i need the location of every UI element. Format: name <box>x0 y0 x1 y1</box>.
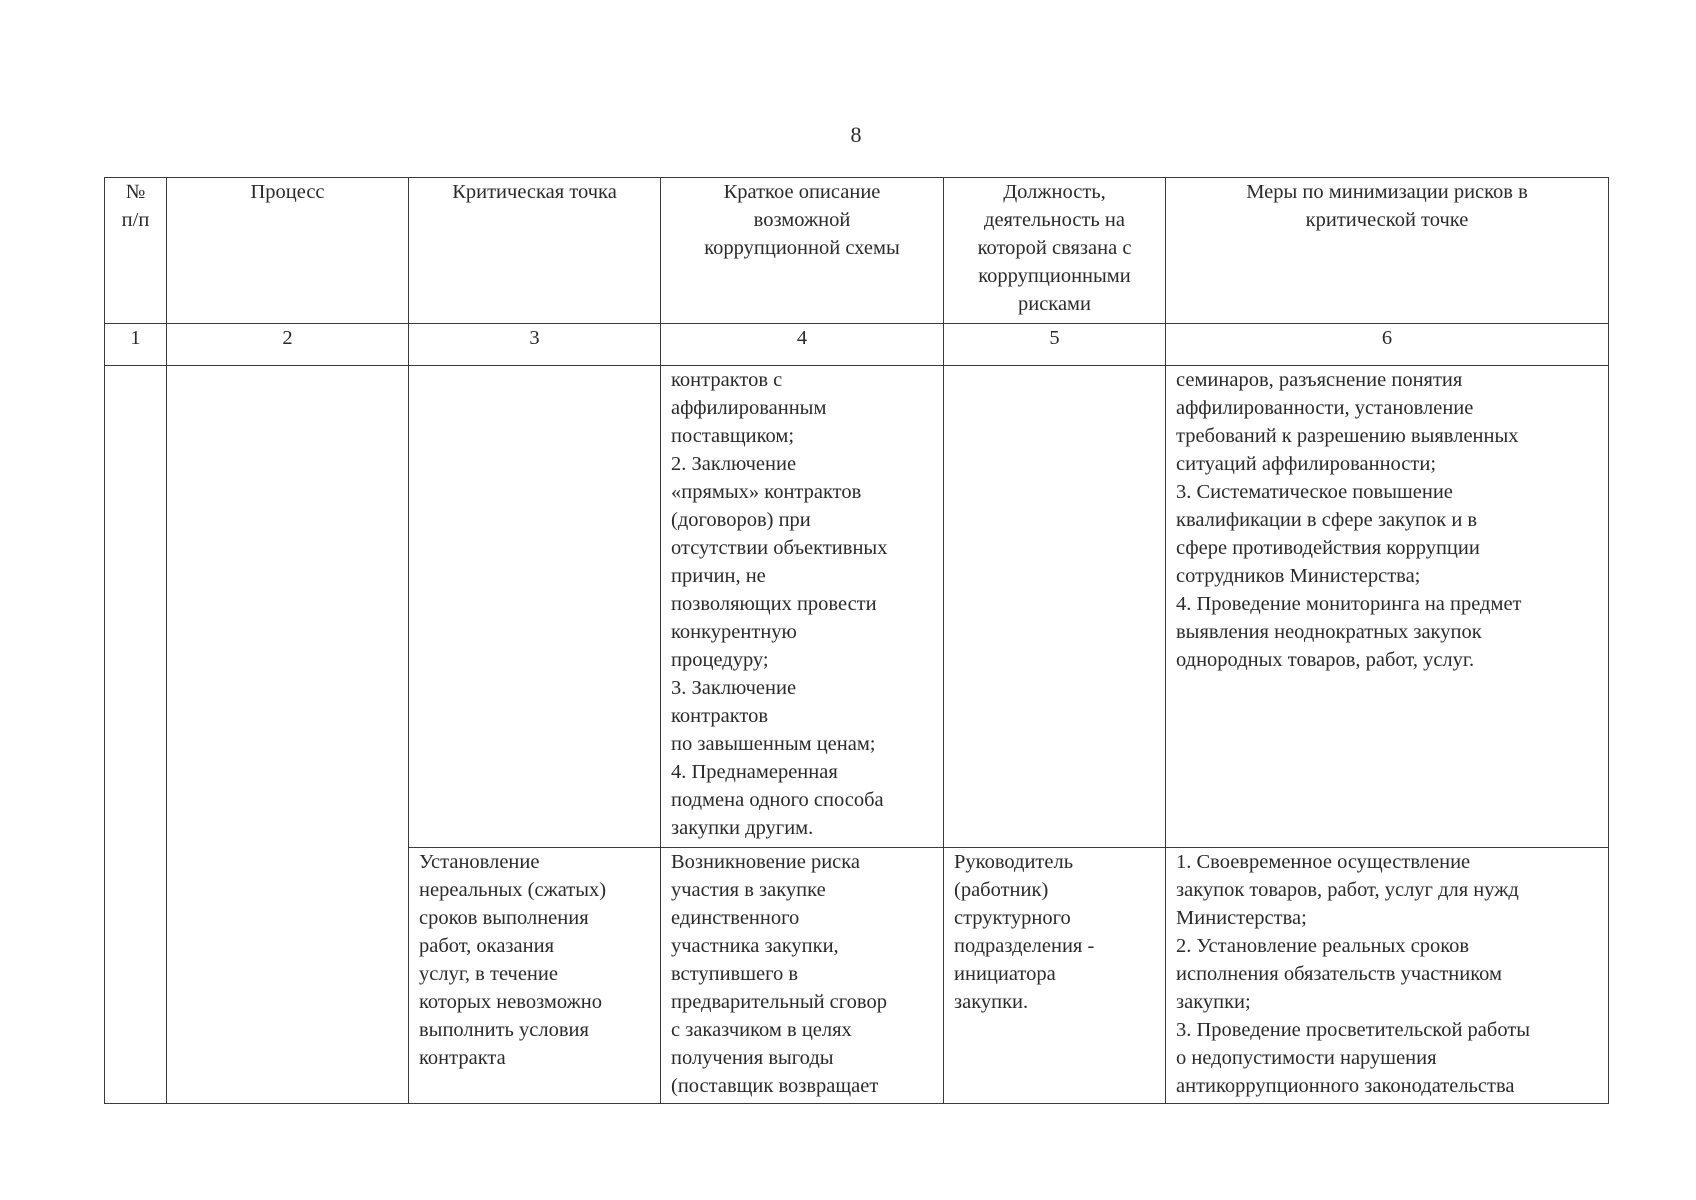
header-row <box>105 178 1609 324</box>
column-number: 1 <box>105 324 167 366</box>
column-number: 2 <box>167 324 409 366</box>
row-number-cell <box>105 366 167 1104</box>
process-cell <box>167 366 409 1104</box>
header-scheme: Краткое описание возможной коррупционной схемы <box>661 178 944 324</box>
column-number: 5 <box>944 324 1166 366</box>
header-number: № п/п <box>105 178 167 324</box>
scheme-cell: Возникновение риска участия в закупке единственного участника закупки, вступившего в предварительный сговор с заказчиком в целях получения выгоды (поставщик возвращает <box>661 848 944 1104</box>
corruption-risk-table <box>104 177 1609 1104</box>
header-position: Должность, деятельность на которой связана с коррупционными рисками <box>944 178 1166 324</box>
column-number: 4 <box>661 324 944 366</box>
position-cell: Руководитель (работник) структурного подразделения - инициатора закупки. <box>944 848 1166 1104</box>
column-number-row <box>105 324 1609 366</box>
page-number: 8 <box>850 122 862 147</box>
table-row <box>105 366 1609 848</box>
header-critical-point: Критическая точка <box>409 178 661 324</box>
header-measures: Меры по минимизации рисков в критической точке <box>1166 178 1609 324</box>
header-process: Процесс <box>167 178 409 324</box>
measures-cell: семинаров, разъяснение понятия аффилированности, установление требований к разрешению выявленных ситуаций аффилированности; 3. Систематическое повышение квалификации в сфере закупок и в сфере противодействия коррупции сотрудников Министерства; 4. Проведение мониторинга на предмет выявления неоднократных закупок однородных товаров, работ, услуг. <box>1166 366 1609 848</box>
position-cell <box>944 366 1166 848</box>
critical-point-cell <box>409 366 661 848</box>
column-number: 3 <box>409 324 661 366</box>
column-number: 6 <box>1166 324 1609 366</box>
measures-cell: 1. Своевременное осуществление закупок товаров, работ, услуг для нужд Министерства; 2. Установление реальных сроков исполнения обязательств участником закупки; 3. Проведение просветительской работы о недопустимости нарушения антикоррупционного законодательства <box>1166 848 1609 1104</box>
scheme-cell: контрактов с аффилированным поставщиком; 2. Заключение «прямых» контрактов (договоров) при отсутствии объективных причин, не позволяющих провести конкурентную процедуру; 3. Заключение контрактов по завышенным ценам; 4. Преднамеренная подмена одного способа закупки другим. <box>661 366 944 848</box>
critical-point-cell: Установление нереальных (сжатых) сроков выполнения работ, оказания услуг, в течение которых невозможно выполнить условия контракта <box>409 848 661 1104</box>
